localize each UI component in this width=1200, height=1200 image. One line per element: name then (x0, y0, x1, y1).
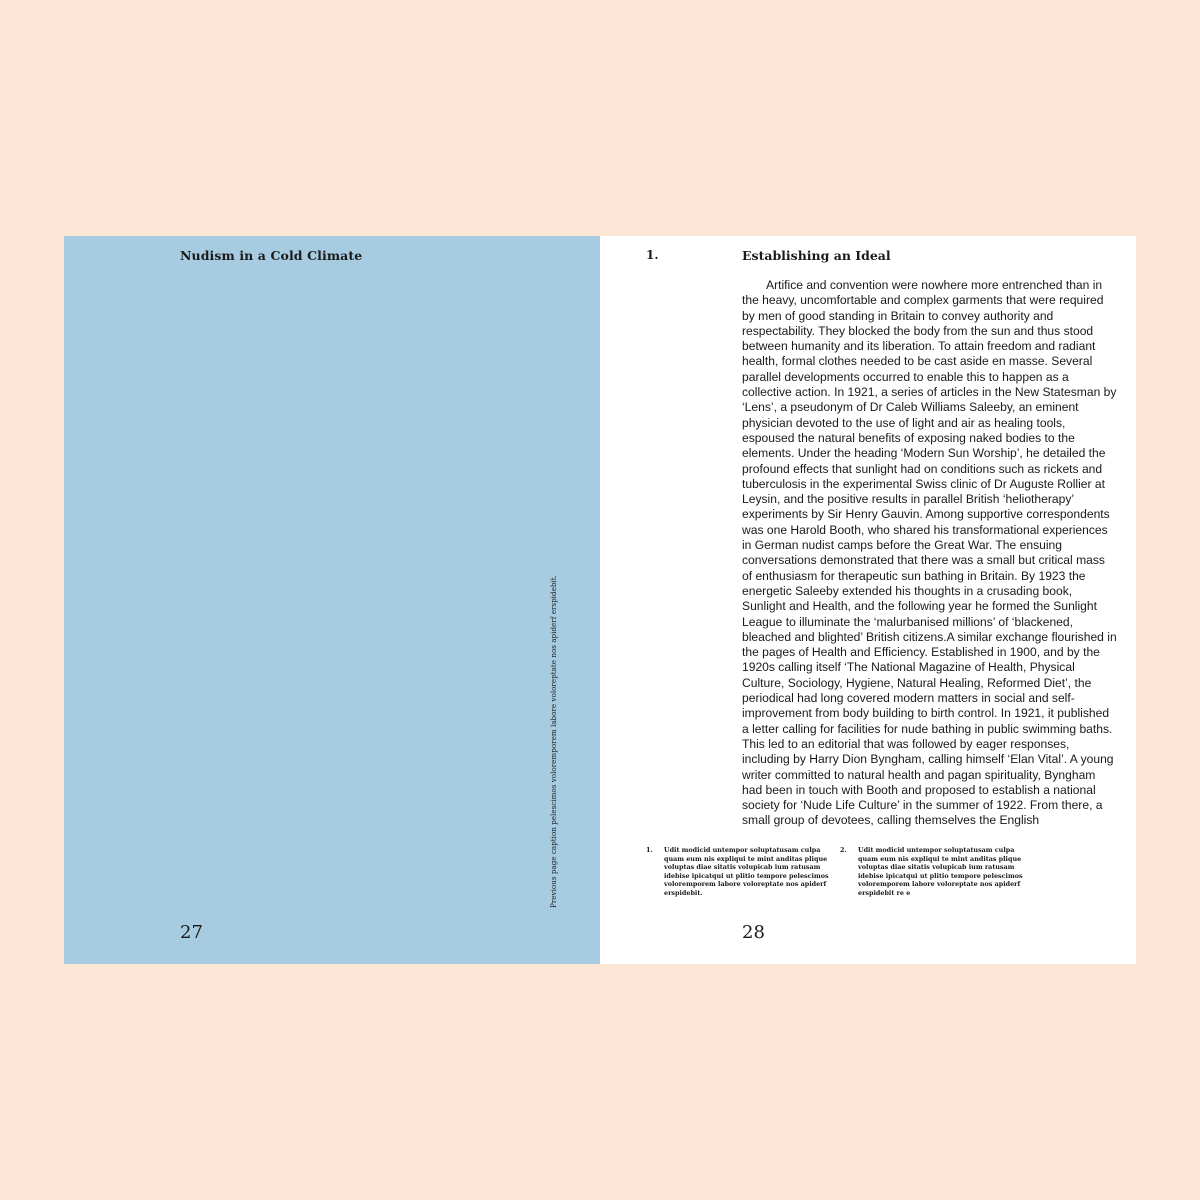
vertical-caption: Previous page caption pelescimos voloremporem labore voloreptate nos apiderf erspidebit. (549, 575, 558, 908)
running-head: Nudism in a Cold Climate (180, 248, 363, 263)
body-text: Artifice and convention were nowhere more entrenched than in the heavy, uncomfortable and complex garments that were required by men of good standing in Britain to convey authority and respectability. They blocked the body from the sun and thus stood between humanity and its liberation. To attain freedom and radiant health, formal clothes needed to be cast aside en masse. Several parallel developments occurred to enable this to happen as a collective action. In 1921, a series of articles in the New Statesman by ‘Lens’, a pseudonym of Dr Caleb Williams Saleeby, an eminent physician devoted to the use of light and air as healing tools, espoused the natural benefits of exposing naked bodies to the elements. Under the heading ‘Modern Sun Worship’, he detailed the profound effects that sunlight had on conditions such as rickets and tuberculosis in the experimental Swiss clinic of Dr Auguste Rollier at Leysin, and the positive results in parallel British ‘heliotherapy’ experiments by Sir Henry Gauvin. Among supportive correspondents was one Harold Booth, who shared his transformational experiences in German nudist camps before the Great War. The ensuing conversations demonstrated that there was a small but critical mass of enthusiasm for therapeutic sun bathing in Britain. By 1923 the energetic Saleeby extended his thoughts in a crusading book, Sunlight and Health, and the following year he formed the Sunlight League to illuminate the ‘malurbanised millions’ of ‘blackened, bleached and blighted’ British citizens.A similar exchange flourished in the pages of Health and Efficiency. Established in 1900, and by the 1920s calling itself ‘The National Magazine of Health, Physical Culture, Sociology, Hygiene, Natural Healing, Reformed Diet’, the periodical had long covered modern matters in social and self-improvement from body building to birth control. In 1921, it published a letter calling for facilities for nude bathing in public swimming baths. This led to an editorial that was followed by eager responses, including by Harry Dion Byngham, calling himself ‘Elan Vital’. A young writer committed to natural health and pagan spirituality, Byngham had been in touch with Booth and proposed to establish a national society for ‘Nude Life Culture’ in the summer of 1922. From there, a small group of devotees, calling themselves the English (742, 278, 1117, 828)
footnote-2 (840, 846, 1036, 898)
page-number-right: 28 (742, 922, 765, 943)
chapter-number: 1. (646, 248, 659, 262)
page-number-left: 27 (180, 922, 203, 943)
footnote-text: Udit modicid untempor soluptatusam culpa quam eum nis expliqui te mint anditas plique voluptas diae sitatis volupicab ium ratusam idebise ipicatqui ut plitio tempore pelescimos voloremporem labore voloreptate nos apiderf erspidebit re e (858, 846, 1023, 897)
left-page (64, 236, 600, 964)
right-page (600, 236, 1136, 964)
footnote-number: 1. (646, 846, 653, 854)
chapter-title: Establishing an Ideal (742, 248, 891, 263)
footnote-1 (646, 846, 842, 898)
footnote-number: 2. (840, 846, 847, 854)
footnote-text: Udit modicid untempor soluptatusam culpa quam eum nis expliqui te mint anditas plique voluptas diae sitatis volupicab ium ratusam idebise ipicatqui ut plitio tempore pelescimos voloremporem labore voloreptate nos apiderf erspidebit. (664, 846, 829, 897)
book-spread (64, 236, 1136, 964)
